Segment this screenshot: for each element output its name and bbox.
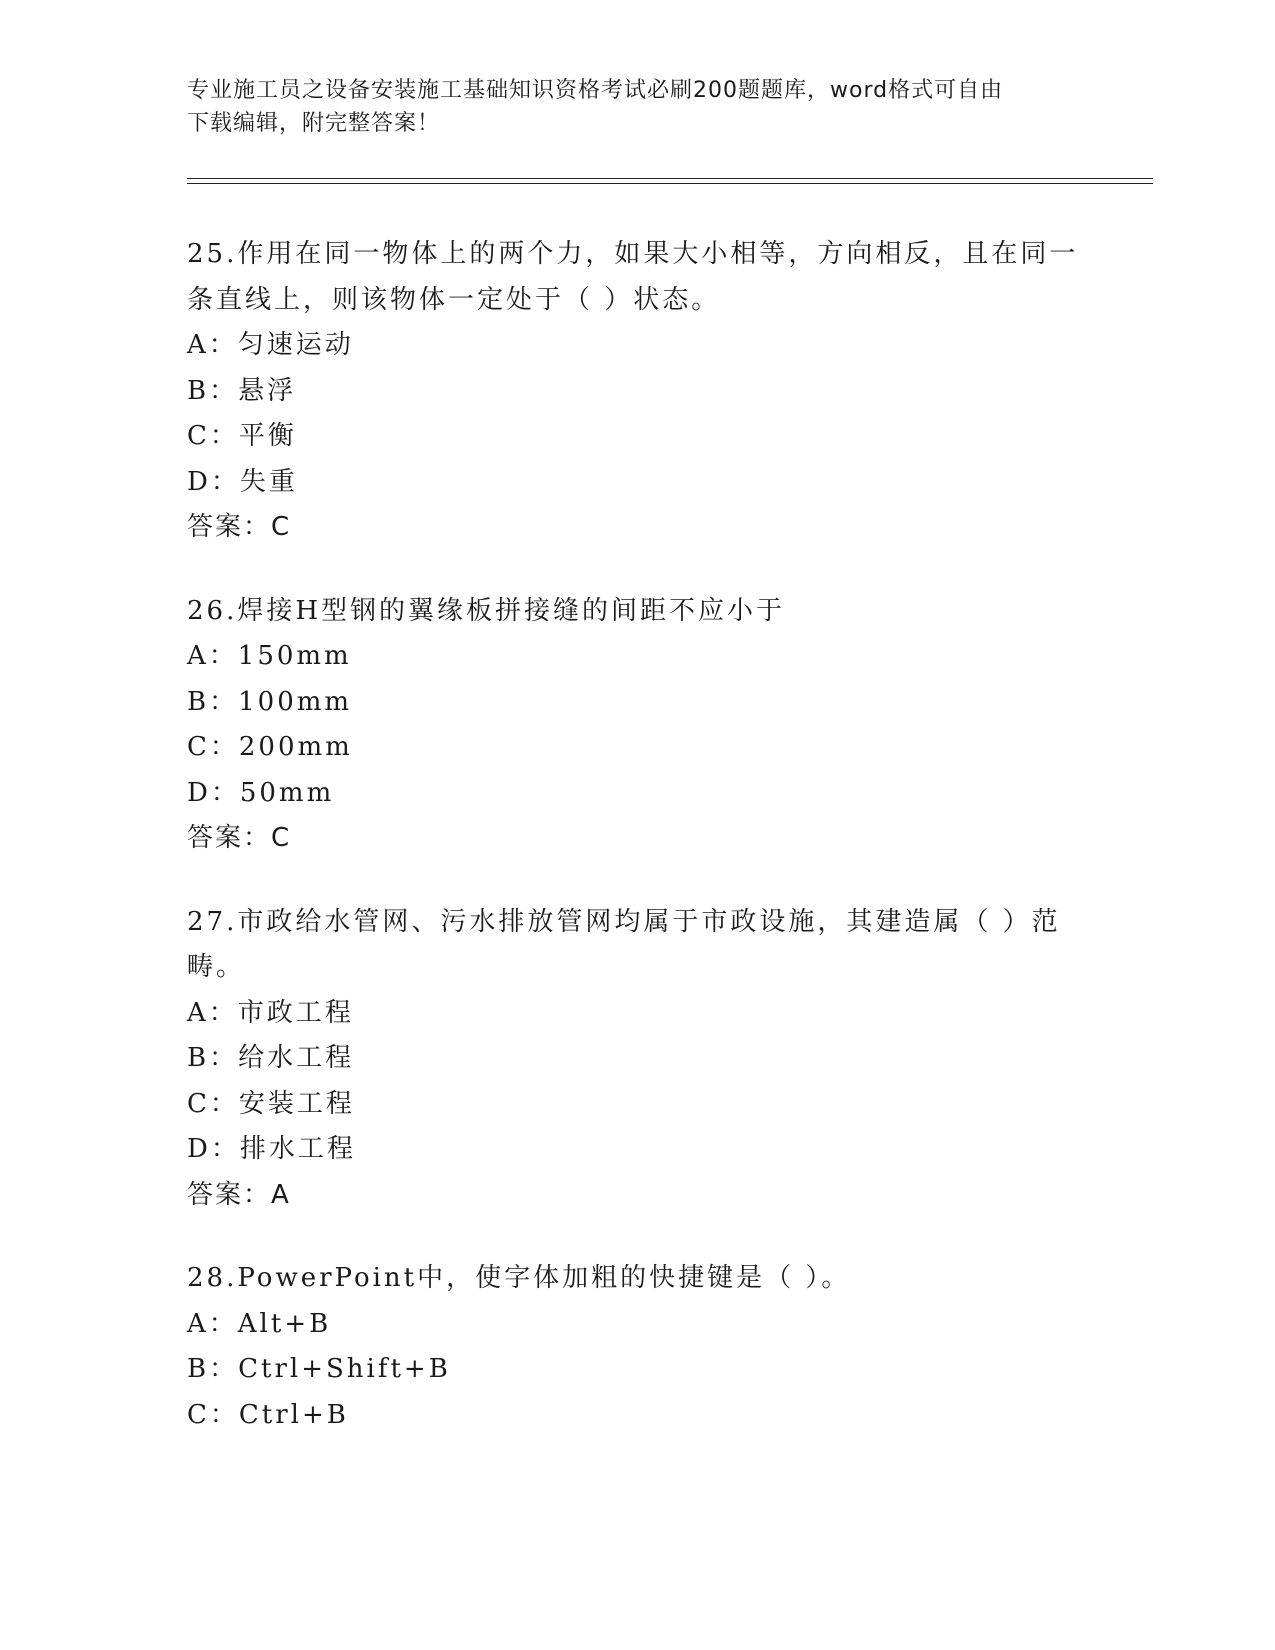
option-c: C：200mm: [187, 732, 353, 762]
option-c: C：安装工程: [187, 1088, 355, 1119]
question-text-line-2: 畴。: [187, 952, 246, 982]
question-28: [187, 1256, 1087, 1438]
option-b: B：100mm: [187, 686, 353, 717]
question-27: [187, 900, 1087, 1219]
header-rule-bottom: [187, 183, 1153, 184]
question-26: [187, 589, 1087, 862]
option-a: A：匀速运动: [187, 330, 354, 360]
question-text-line-1: 26.焊接H型钢的翼缘板拼接缝的间距不应小于: [187, 595, 786, 626]
option-c: C：平衡: [187, 421, 297, 451]
header-line-1: 专业施工员之设备安装施工基础知识资格考试必刷200题题库，word格式可自由: [187, 78, 1004, 103]
question-text-line-1: 25.作用在同一物体上的两个力，如果大小相等，方向相反，且在同一: [187, 239, 1079, 269]
document-header: [187, 74, 1087, 140]
option-b: B：Ctrl+Shift+B: [187, 1354, 451, 1384]
header-line-2: 下载编辑，附完整答案！: [187, 111, 441, 136]
question-25: [187, 232, 1087, 551]
option-a: A：市政工程: [187, 997, 354, 1028]
option-d: D：失重: [187, 466, 298, 497]
option-d: D：排水工程: [187, 1134, 356, 1164]
question-list: [187, 232, 1087, 1476]
option-d: D：50mm: [187, 777, 335, 808]
answer: 答案：C: [187, 823, 292, 853]
question-text-line-1: 28.PowerPoint中，使字体加粗的快捷键是（ ）。: [187, 1263, 851, 1293]
answer: 答案：A: [187, 1179, 291, 1210]
option-a: A：150mm: [187, 641, 352, 671]
question-text-line-1: 27.市政给水管网、污水排放管网均属于市政设施，其建造属（ ）范: [187, 906, 1061, 937]
option-b: B：悬浮: [187, 375, 297, 406]
header-rule-top: [187, 178, 1153, 179]
option-c: C：Ctrl+B: [187, 1399, 349, 1430]
question-text-line-2: 条直线上，则该物体一定处于（ ）状态。: [187, 284, 721, 315]
option-b: B：给水工程: [187, 1043, 355, 1073]
answer: 答案：C: [187, 512, 292, 542]
option-a: A：Alt+B: [187, 1308, 332, 1339]
